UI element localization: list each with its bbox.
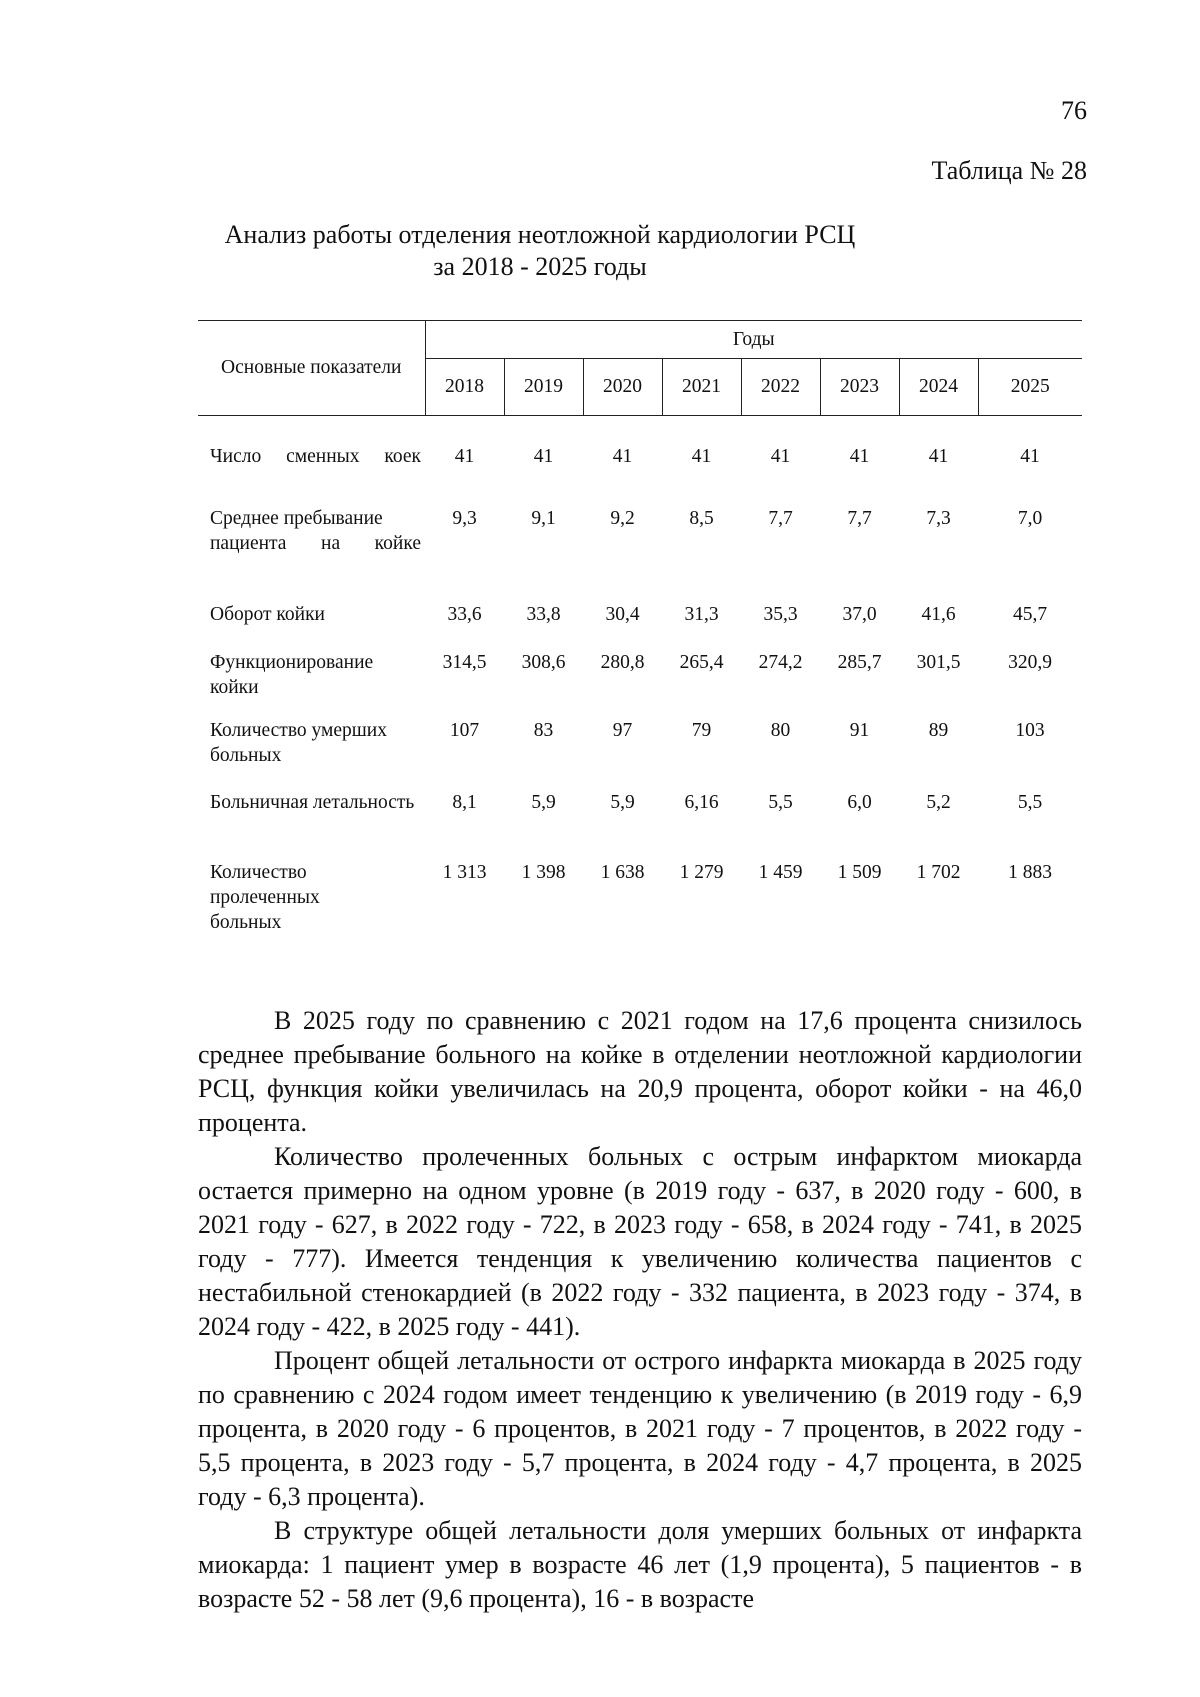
row-label: Среднее пребывание пациента на койке: [210, 508, 421, 554]
table-label: Таблица № 28: [931, 156, 1087, 185]
table-cell: 33,6: [447, 604, 482, 625]
table-cell: 41: [454, 446, 475, 467]
year-header: 2020: [583, 359, 662, 416]
indicator-column-header: [198, 321, 425, 416]
table-cell: 97: [612, 720, 633, 741]
table-cell: 33,8: [526, 604, 561, 625]
table-cell: 265,4: [679, 652, 724, 673]
table-title-line-2: за 2018 - 2025 годы: [433, 252, 647, 281]
table-title-line-1: Анализ работы отделения неотложной кардиологии РСЦ: [224, 220, 856, 249]
table-cell: 1 313: [442, 862, 487, 883]
table-row: [198, 602, 1082, 650]
table-cell: 1 509: [837, 862, 882, 883]
table-cell: 91: [849, 720, 870, 741]
table-cell: 1 279: [679, 862, 724, 883]
table-spacer: [198, 416, 1082, 445]
table-cell: 41: [1020, 446, 1040, 467]
table-cell: 107: [449, 720, 480, 741]
table-row: [198, 718, 1082, 790]
table-title: [200, 219, 880, 283]
table-cell: 41: [691, 446, 712, 467]
paragraph: Процент общей летальности от острого инфаркта миокарда в 2025 году по сравнению с 2024 годом имеет тенденцию к увеличению (в 2019 году - 6,9 процента, в 2020 году - 6 процентов, в 2021 году - 7 процентов, в 2022 году - 5,5 процента, в 2023 году - 5,7 процента, в 2024 году - 4,7 процента, в 2025 году - 6,3 процента).: [198, 1346, 1082, 1511]
table-cell: 314,5: [442, 652, 487, 673]
years-header-text: Годы: [732, 328, 775, 350]
table-cell: 1 883: [1008, 862, 1052, 883]
table-row: [198, 790, 1082, 860]
table-cell: 7,3: [926, 508, 951, 529]
row-label: Функционирование койки: [210, 652, 374, 698]
table-cell: 41,6: [921, 604, 956, 625]
year-header: 2025: [978, 359, 1082, 416]
table-cell: 7,0: [1017, 508, 1043, 529]
table-cell: 5,5: [768, 792, 793, 813]
row-label: Оборот койки: [210, 604, 325, 625]
page-number: 76: [1061, 96, 1087, 125]
table-cell: 1 702: [916, 862, 961, 883]
table-cell: 9,3: [452, 508, 477, 529]
table-cell: 274,2: [758, 652, 803, 673]
table-cell: 79: [691, 720, 712, 741]
table-cell: 7,7: [847, 508, 872, 529]
table-cell: 41: [612, 446, 633, 467]
table-cell: 6,16: [684, 792, 719, 813]
table-cell: 9,2: [610, 508, 635, 529]
indicator-header-text: Основные показатели: [221, 357, 402, 378]
table-cell: 1 638: [600, 862, 645, 883]
table-cell: 6,0: [847, 792, 872, 813]
table-cell: 5,5: [1017, 792, 1043, 813]
year-header: 2019: [504, 359, 583, 416]
table-cell: 37,0: [842, 604, 877, 625]
paragraph: Количество пролеченных больных с острым инфарктом миокарда остается примерно на одном уровне (в 2019 году - 637, в 2020 году - 600, в 2021 году - 627, в 2022 году - 722, в 2023 году - 658, в 2024 году - 741, в 2025 году - 777). Имеется тенденция к увеличению количества пациентов с нестабильной стенокардией (в 2022 году - 332 пациента, в 2023 году - 374, в 2024 году - 422, в 2025 году - 441).: [198, 1142, 1082, 1341]
table-cell: 31,3: [684, 604, 719, 625]
table-cell: 301,5: [916, 652, 961, 673]
table-cell: 8,1: [452, 792, 477, 813]
table-cell: 41: [928, 446, 949, 467]
table-cell: 80: [770, 720, 791, 741]
year-header: 2023: [820, 359, 899, 416]
table-cell: 30,4: [605, 604, 640, 625]
table-cell: 5,9: [531, 792, 556, 813]
row-label: Количество умерших больных: [210, 720, 387, 766]
table-row: [198, 860, 1082, 940]
table-cell: 320,9: [1008, 652, 1052, 673]
table-cell: 45,7: [1012, 604, 1048, 625]
table-cell: 1 398: [521, 862, 566, 883]
year-header: 2024: [899, 359, 978, 416]
row-label: Количество пролеченных больных: [210, 862, 320, 933]
row-label: Число сменных коек: [210, 446, 421, 467]
bed-statistics-table: [198, 320, 1082, 940]
table-cell: 83: [533, 720, 554, 741]
table-cell: 41: [533, 446, 554, 467]
paragraph: В 2025 году по сравнению с 2021 годом на 17,6 процента снизилось среднее пребывание больного на койке в отделении неотложной кардиологии РСЦ, функция койки увеличилась на 20,9 процента, оборот койки - на 46,0 процента.: [198, 1006, 1082, 1137]
table-row: [198, 506, 1082, 602]
year-header: 2021: [662, 359, 741, 416]
table-cell: 5,2: [926, 792, 951, 813]
table-cell: 9,1: [531, 508, 556, 529]
row-label: Больничная летальность: [210, 792, 415, 813]
table-cell: 280,8: [600, 652, 645, 673]
body-text: [198, 1004, 1082, 1616]
table-cell: 41: [849, 446, 870, 467]
paragraph: В структуре общей летальности доля умерших больных от инфаркта миокарда: 1 пациент умер в возрасте 46 лет (1,9 процента), 5 пациентов - в возрасте 52 - 58 лет (9,6 процента), 16 - в возрасте: [198, 1516, 1082, 1613]
table-cell: 285,7: [837, 652, 882, 673]
years-group-header: [425, 321, 1082, 359]
table-row: [198, 650, 1082, 718]
table-row: [198, 444, 1082, 506]
table-cell: 41: [770, 446, 791, 467]
table-cell: 308,6: [521, 652, 566, 673]
year-header: 2022: [741, 359, 820, 416]
table-cell: 8,5: [689, 508, 714, 529]
table-cell: 89: [928, 720, 949, 741]
table-cell: 5,9: [610, 792, 635, 813]
table-cell: 103: [1015, 720, 1045, 741]
table-cell: 1 459: [758, 862, 803, 883]
year-header: 2018: [425, 359, 504, 416]
table-cell: 7,7: [768, 508, 793, 529]
table-cell: 35,3: [763, 604, 798, 625]
